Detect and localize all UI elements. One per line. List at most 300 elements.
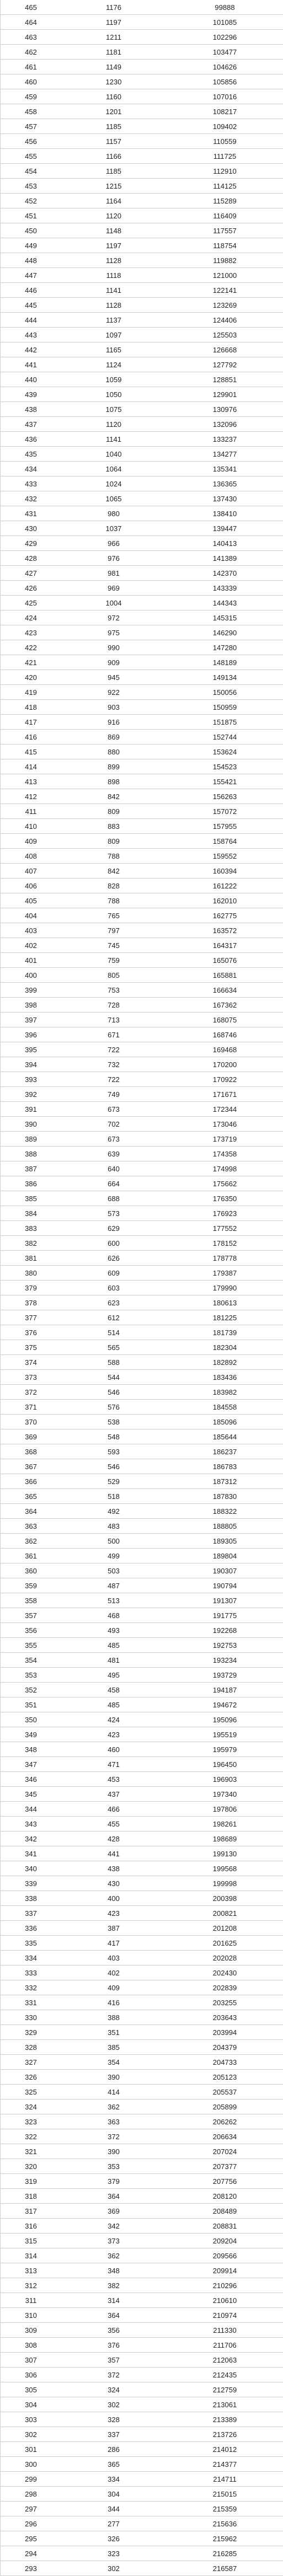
cumulative-cell: 165881	[212, 971, 237, 979]
cumulative-cell: 171671	[212, 1090, 237, 1099]
table-row	[1, 1310, 283, 1325]
score-cell: 295	[25, 2534, 37, 2543]
table-row	[1, 2472, 283, 2487]
score-cell: 461	[25, 62, 37, 71]
cumulative-cell: 197806	[212, 1804, 237, 1813]
table-row	[1, 1772, 283, 1787]
table-row	[1, 1802, 283, 1817]
score-cell: 294	[25, 2549, 37, 2558]
count-cell: 353	[108, 2162, 120, 2171]
cumulative-cell: 188805	[212, 1522, 237, 1530]
cumulative-cell: 122141	[212, 286, 237, 294]
count-cell: 916	[108, 717, 120, 726]
cumulative-cell: 202430	[212, 1968, 237, 1977]
count-cell: 387	[108, 1924, 120, 1932]
cumulative-cell: 215636	[212, 2519, 237, 2528]
score-cell: 359	[25, 1581, 37, 1590]
table-row	[1, 1787, 283, 1802]
count-cell: 1118	[106, 271, 121, 280]
table-row	[1, 1251, 283, 1266]
score-cell: 438	[25, 405, 37, 414]
count-cell: 972	[108, 613, 120, 622]
table-row	[1, 1132, 283, 1147]
table-row	[1, 893, 283, 908]
count-cell: 468	[108, 1611, 120, 1620]
cumulative-cell: 134277	[212, 449, 237, 458]
count-cell: 1128	[106, 301, 121, 309]
count-cell: 302	[108, 2400, 120, 2409]
count-cell: 673	[108, 1105, 120, 1113]
score-cell: 301	[25, 2445, 37, 2454]
score-cell: 321	[25, 2147, 37, 2156]
count-cell: 390	[108, 2147, 120, 2156]
score-cell: 440	[25, 375, 37, 384]
table-row	[1, 1072, 283, 1087]
count-cell: 945	[108, 673, 120, 682]
score-cell: 408	[25, 851, 37, 860]
count-cell: 302	[108, 2564, 120, 2573]
score-cell: 411	[25, 807, 37, 816]
count-cell: 286	[108, 2445, 120, 2454]
cumulative-cell: 177552	[212, 1224, 237, 1233]
cumulative-cell: 179990	[212, 1283, 237, 1292]
count-cell: 402	[108, 1968, 120, 1977]
score-cell: 328	[25, 2043, 37, 2052]
count-cell: 880	[108, 747, 120, 756]
score-cell: 305	[25, 2385, 37, 2394]
table-row	[1, 1936, 283, 1951]
cumulative-cell: 185644	[212, 1432, 237, 1441]
count-cell: 458	[108, 1685, 120, 1694]
count-cell: 1137	[106, 315, 121, 324]
table-row	[1, 2353, 283, 2368]
count-cell: 788	[108, 896, 120, 905]
count-cell: 365	[108, 2460, 120, 2468]
table-row	[1, 1370, 283, 1385]
score-cell: 423	[25, 628, 37, 637]
table-row	[1, 2055, 283, 2070]
table-row	[1, 1683, 283, 1697]
score-cell: 317	[25, 2207, 37, 2215]
cumulative-cell: 117557	[213, 226, 237, 235]
cumulative-cell: 169468	[212, 1045, 237, 1054]
score-cell: 316	[25, 2221, 37, 2230]
score-cell: 409	[25, 837, 37, 845]
score-cell: 448	[25, 256, 37, 265]
cumulative-cell: 152744	[212, 732, 237, 741]
score-cell: 435	[25, 449, 37, 458]
count-cell: 809	[108, 807, 120, 816]
cumulative-cell: 190307	[212, 1566, 237, 1575]
score-cell: 415	[25, 747, 37, 756]
cumulative-cell: 195519	[212, 1730, 237, 1739]
score-cell: 424	[25, 613, 37, 622]
score-cell: 334	[25, 1953, 37, 1962]
score-cell: 307	[25, 2355, 37, 2364]
score-cell: 392	[25, 1090, 37, 1099]
table-row	[1, 2427, 283, 2442]
cumulative-cell: 146290	[212, 628, 237, 637]
cumulative-cell: 195979	[212, 1745, 237, 1754]
score-cell: 308	[25, 2341, 37, 2349]
table-row	[1, 1846, 283, 1861]
score-cell: 336	[25, 1924, 37, 1932]
cumulative-cell: 208489	[212, 2207, 237, 2215]
score-cell: 439	[25, 390, 37, 399]
cumulative-cell: 176350	[212, 1194, 237, 1203]
table-row	[1, 849, 283, 864]
cumulative-cell: 127792	[212, 360, 237, 369]
table-row	[1, 1266, 283, 1281]
count-cell: 975	[108, 628, 120, 637]
count-cell: 453	[108, 1775, 120, 1784]
cumulative-cell: 156263	[212, 792, 237, 801]
count-cell: 1160	[106, 92, 121, 101]
score-cell: 341	[25, 1849, 37, 1858]
cumulative-cell: 132096	[212, 420, 237, 429]
score-cell: 364	[25, 1507, 37, 1515]
count-cell: 898	[108, 777, 120, 786]
score-cell: 381	[25, 1254, 37, 1262]
cumulative-cell: 102296	[212, 33, 237, 41]
score-cell: 444	[25, 315, 37, 324]
cumulative-cell: 166634	[212, 986, 237, 994]
count-cell: 409	[108, 1983, 120, 1992]
table-row	[1, 1549, 283, 1563]
cumulative-cell: 215359	[212, 2504, 237, 2513]
score-cell: 456	[25, 137, 37, 146]
score-cell: 430	[25, 524, 37, 533]
table-row	[1, 1117, 283, 1132]
cumulative-cell: 112910	[213, 167, 237, 175]
cumulative-cell: 161222	[212, 881, 237, 890]
cumulative-cell: 185096	[212, 1417, 237, 1426]
cumulative-cell: 180613	[212, 1298, 237, 1307]
count-cell: 324	[108, 2385, 120, 2394]
table-row	[1, 864, 283, 879]
count-cell: 518	[108, 1492, 120, 1501]
table-row	[1, 1325, 283, 1340]
score-cell: 369	[25, 1432, 37, 1441]
score-cell: 458	[25, 107, 37, 116]
cumulative-cell: 128851	[212, 375, 237, 384]
count-cell: 544	[108, 1373, 120, 1381]
table-row	[1, 700, 283, 715]
count-cell: 842	[108, 866, 120, 875]
count-cell: 1185	[106, 122, 121, 131]
count-cell: 842	[108, 792, 120, 801]
table-row	[1, 2204, 283, 2219]
cumulative-cell: 199998	[212, 1879, 237, 1888]
table-row	[1, 1519, 283, 1534]
count-cell: 357	[108, 2355, 120, 2364]
cumulative-cell: 154523	[212, 762, 237, 771]
count-cell: 1201	[105, 107, 122, 116]
count-cell: 639	[108, 1149, 120, 1158]
score-cell: 426	[25, 583, 37, 592]
cumulative-cell: 186237	[212, 1447, 237, 1456]
table-row	[1, 1668, 283, 1683]
cumulative-cell: 105856	[212, 77, 237, 86]
cumulative-cell: 163572	[212, 926, 237, 935]
table-row	[1, 953, 283, 968]
table-row	[1, 1727, 283, 1742]
count-cell: 385	[108, 2043, 120, 2052]
score-cell: 421	[25, 658, 37, 667]
score-cell: 427	[25, 569, 37, 577]
table-row	[1, 2546, 283, 2561]
score-cell: 410	[25, 822, 37, 831]
score-cell: 296	[25, 2519, 37, 2528]
table-row	[1, 179, 283, 194]
cumulative-cell: 158764	[212, 837, 237, 845]
cumulative-cell: 209566	[212, 2251, 237, 2260]
table-row	[1, 313, 283, 328]
score-cell: 339	[25, 1879, 37, 1888]
score-cell: 428	[25, 554, 37, 563]
count-cell: 612	[108, 1313, 120, 1322]
score-cell: 358	[25, 1596, 37, 1605]
table-row	[1, 1534, 283, 1549]
count-cell: 600	[108, 1239, 120, 1247]
table-row	[1, 1742, 283, 1757]
score-cell: 431	[25, 509, 37, 518]
score-cell: 345	[25, 1790, 37, 1798]
cumulative-cell: 137430	[212, 494, 237, 503]
count-cell: 980	[108, 509, 120, 518]
count-cell: 372	[108, 2132, 120, 2141]
table-row	[1, 2129, 283, 2144]
table-row	[1, 1400, 283, 1415]
score-cell: 319	[25, 2177, 37, 2186]
score-cell: 451	[25, 211, 37, 220]
count-cell: 640	[108, 1164, 120, 1173]
cumulative-cell: 155421	[212, 777, 237, 786]
count-cell: 379	[108, 2177, 120, 2186]
count-cell: 593	[108, 1447, 120, 1456]
table-row	[1, 2561, 283, 2576]
score-cell: 400	[25, 971, 37, 979]
count-cell: 976	[108, 554, 120, 563]
count-cell: 363	[108, 2117, 120, 2126]
table-row	[1, 253, 283, 268]
score-cell: 314	[25, 2251, 37, 2260]
table-row	[1, 2159, 283, 2174]
table-row	[1, 283, 283, 298]
score-cell: 414	[25, 762, 37, 771]
count-cell: 969	[108, 583, 120, 592]
score-cell: 436	[25, 435, 37, 443]
cumulative-cell: 183982	[212, 1388, 237, 1396]
score-cell: 443	[25, 330, 37, 339]
count-cell: 1185	[106, 167, 121, 175]
cumulative-cell: 136365	[212, 479, 237, 488]
table-row	[1, 625, 283, 640]
table-row	[1, 1474, 283, 1489]
table-row	[1, 1147, 283, 1161]
count-cell: 323	[108, 2549, 120, 2558]
table-row	[1, 2025, 283, 2040]
table-row	[1, 2308, 283, 2323]
score-cell: 340	[25, 1864, 37, 1873]
table-row	[1, 506, 283, 521]
count-cell: 362	[108, 2251, 120, 2260]
count-cell: 364	[108, 2192, 120, 2200]
table-row	[1, 2070, 283, 2085]
table-row	[1, 581, 283, 596]
score-cell: 462	[25, 47, 37, 56]
table-row	[1, 2248, 283, 2263]
table-row	[1, 149, 283, 164]
cumulative-cell: 205537	[212, 2087, 237, 2096]
count-cell: 548	[108, 1432, 120, 1441]
table-row	[1, 417, 283, 432]
table-row	[1, 89, 283, 104]
cumulative-cell: 109402	[212, 122, 237, 131]
cumulative-cell: 189804	[212, 1551, 237, 1560]
cumulative-cell: 206634	[212, 2132, 237, 2141]
table-row	[1, 923, 283, 938]
score-cell: 454	[25, 167, 37, 175]
count-cell: 492	[108, 1507, 120, 1515]
cumulative-cell: 162775	[212, 911, 237, 920]
cumulative-cell: 115289	[213, 196, 237, 205]
count-cell: 466	[108, 1804, 120, 1813]
cumulative-cell: 119882	[213, 256, 237, 265]
score-cell: 389	[25, 1134, 37, 1143]
score-cell: 361	[25, 1551, 37, 1560]
score-cell: 356	[25, 1626, 37, 1635]
count-cell: 671	[108, 1030, 120, 1039]
table-row	[1, 1176, 283, 1191]
score-cell: 459	[25, 92, 37, 101]
cumulative-cell: 213726	[212, 2430, 237, 2439]
table-row	[1, 2114, 283, 2129]
table-row	[1, 1444, 283, 1459]
table-row	[1, 194, 283, 208]
score-cell: 391	[25, 1105, 37, 1113]
cumulative-cell: 104626	[212, 62, 237, 71]
cumulative-cell: 130976	[212, 405, 237, 414]
table-row	[1, 655, 283, 670]
score-cell: 453	[25, 181, 37, 190]
count-cell: 1059	[105, 375, 122, 384]
score-cell: 446	[25, 286, 37, 294]
cumulative-cell: 203255	[212, 1998, 237, 2007]
count-cell: 1037	[105, 524, 122, 533]
cumulative-cell: 182892	[212, 1358, 237, 1367]
table-row	[1, 759, 283, 774]
count-cell: 546	[108, 1462, 120, 1471]
cumulative-cell: 198261	[212, 1819, 237, 1828]
count-cell: 373	[108, 2236, 120, 2245]
cumulative-cell: 211330	[213, 2326, 237, 2334]
count-cell: 1065	[105, 494, 122, 503]
count-cell: 1040	[105, 449, 122, 458]
score-cell: 324	[25, 2102, 37, 2111]
table-row	[1, 789, 283, 804]
cumulative-cell: 187312	[212, 1477, 237, 1486]
cumulative-cell: 123269	[212, 301, 237, 309]
score-cell: 351	[25, 1700, 37, 1709]
count-cell: 495	[108, 1670, 120, 1679]
score-cell: 452	[25, 196, 37, 205]
table-row	[1, 74, 283, 89]
count-cell: 809	[108, 837, 120, 845]
table-row	[1, 134, 283, 149]
cumulative-cell: 216587	[212, 2564, 237, 2573]
score-cell: 404	[25, 911, 37, 920]
table-row	[1, 1817, 283, 1831]
count-cell: 1120	[106, 420, 121, 429]
cumulative-cell: 129901	[212, 390, 237, 399]
cumulative-cell: 194672	[212, 1700, 237, 1709]
cumulative-cell: 196450	[212, 1760, 237, 1769]
count-cell: 481	[108, 1656, 120, 1664]
cumulative-cell: 207377	[212, 2162, 237, 2171]
table-row	[1, 745, 283, 759]
score-cell: 417	[25, 717, 37, 726]
score-cell: 348	[25, 1745, 37, 1754]
count-cell: 576	[108, 1402, 120, 1411]
table-row	[1, 342, 283, 357]
score-cell: 300	[25, 2460, 37, 2468]
cumulative-cell: 188322	[212, 1507, 237, 1515]
table-row	[1, 1891, 283, 1906]
table-row	[1, 60, 283, 74]
score-cell: 335	[25, 1938, 37, 1947]
table-row	[1, 0, 283, 15]
count-cell: 1128	[106, 256, 121, 265]
cumulative-cell: 184558	[212, 1402, 237, 1411]
table-row	[1, 372, 283, 387]
table-row	[1, 238, 283, 253]
count-cell: 344	[108, 2504, 120, 2513]
score-cell: 325	[25, 2087, 37, 2096]
table-row	[1, 2323, 283, 2338]
count-cell: 722	[108, 1045, 120, 1054]
cumulative-cell: 143339	[212, 583, 237, 592]
count-cell: 414	[108, 2087, 120, 2096]
count-cell: 1004	[105, 598, 122, 607]
count-cell: 376	[108, 2341, 120, 2349]
score-cell: 303	[25, 2415, 37, 2424]
table-row	[1, 1995, 283, 2010]
cumulative-cell: 175662	[212, 1179, 237, 1188]
table-row	[1, 685, 283, 700]
cumulative-cell: 215015	[212, 2489, 237, 2498]
count-cell: 728	[108, 1000, 120, 1009]
cumulative-cell: 168746	[212, 1030, 237, 1039]
table-row	[1, 1623, 283, 1638]
cumulative-cell: 196903	[212, 1775, 237, 1784]
count-cell: 514	[108, 1328, 120, 1337]
count-cell: 922	[108, 688, 120, 697]
count-cell: 424	[108, 1715, 120, 1724]
count-cell: 609	[108, 1268, 120, 1277]
cumulative-cell: 214711	[213, 2475, 237, 2483]
score-cell: 388	[25, 1149, 37, 1158]
table-row	[1, 447, 283, 462]
table-row	[1, 104, 283, 119]
count-cell: 1197	[106, 241, 121, 250]
score-cell: 372	[25, 1388, 37, 1396]
cumulative-cell: 150056	[212, 688, 237, 697]
table-row	[1, 1861, 283, 1876]
cumulative-cell: 182304	[212, 1343, 237, 1352]
cumulative-cell: 149134	[212, 673, 237, 682]
cumulative-cell: 99888	[215, 3, 235, 12]
